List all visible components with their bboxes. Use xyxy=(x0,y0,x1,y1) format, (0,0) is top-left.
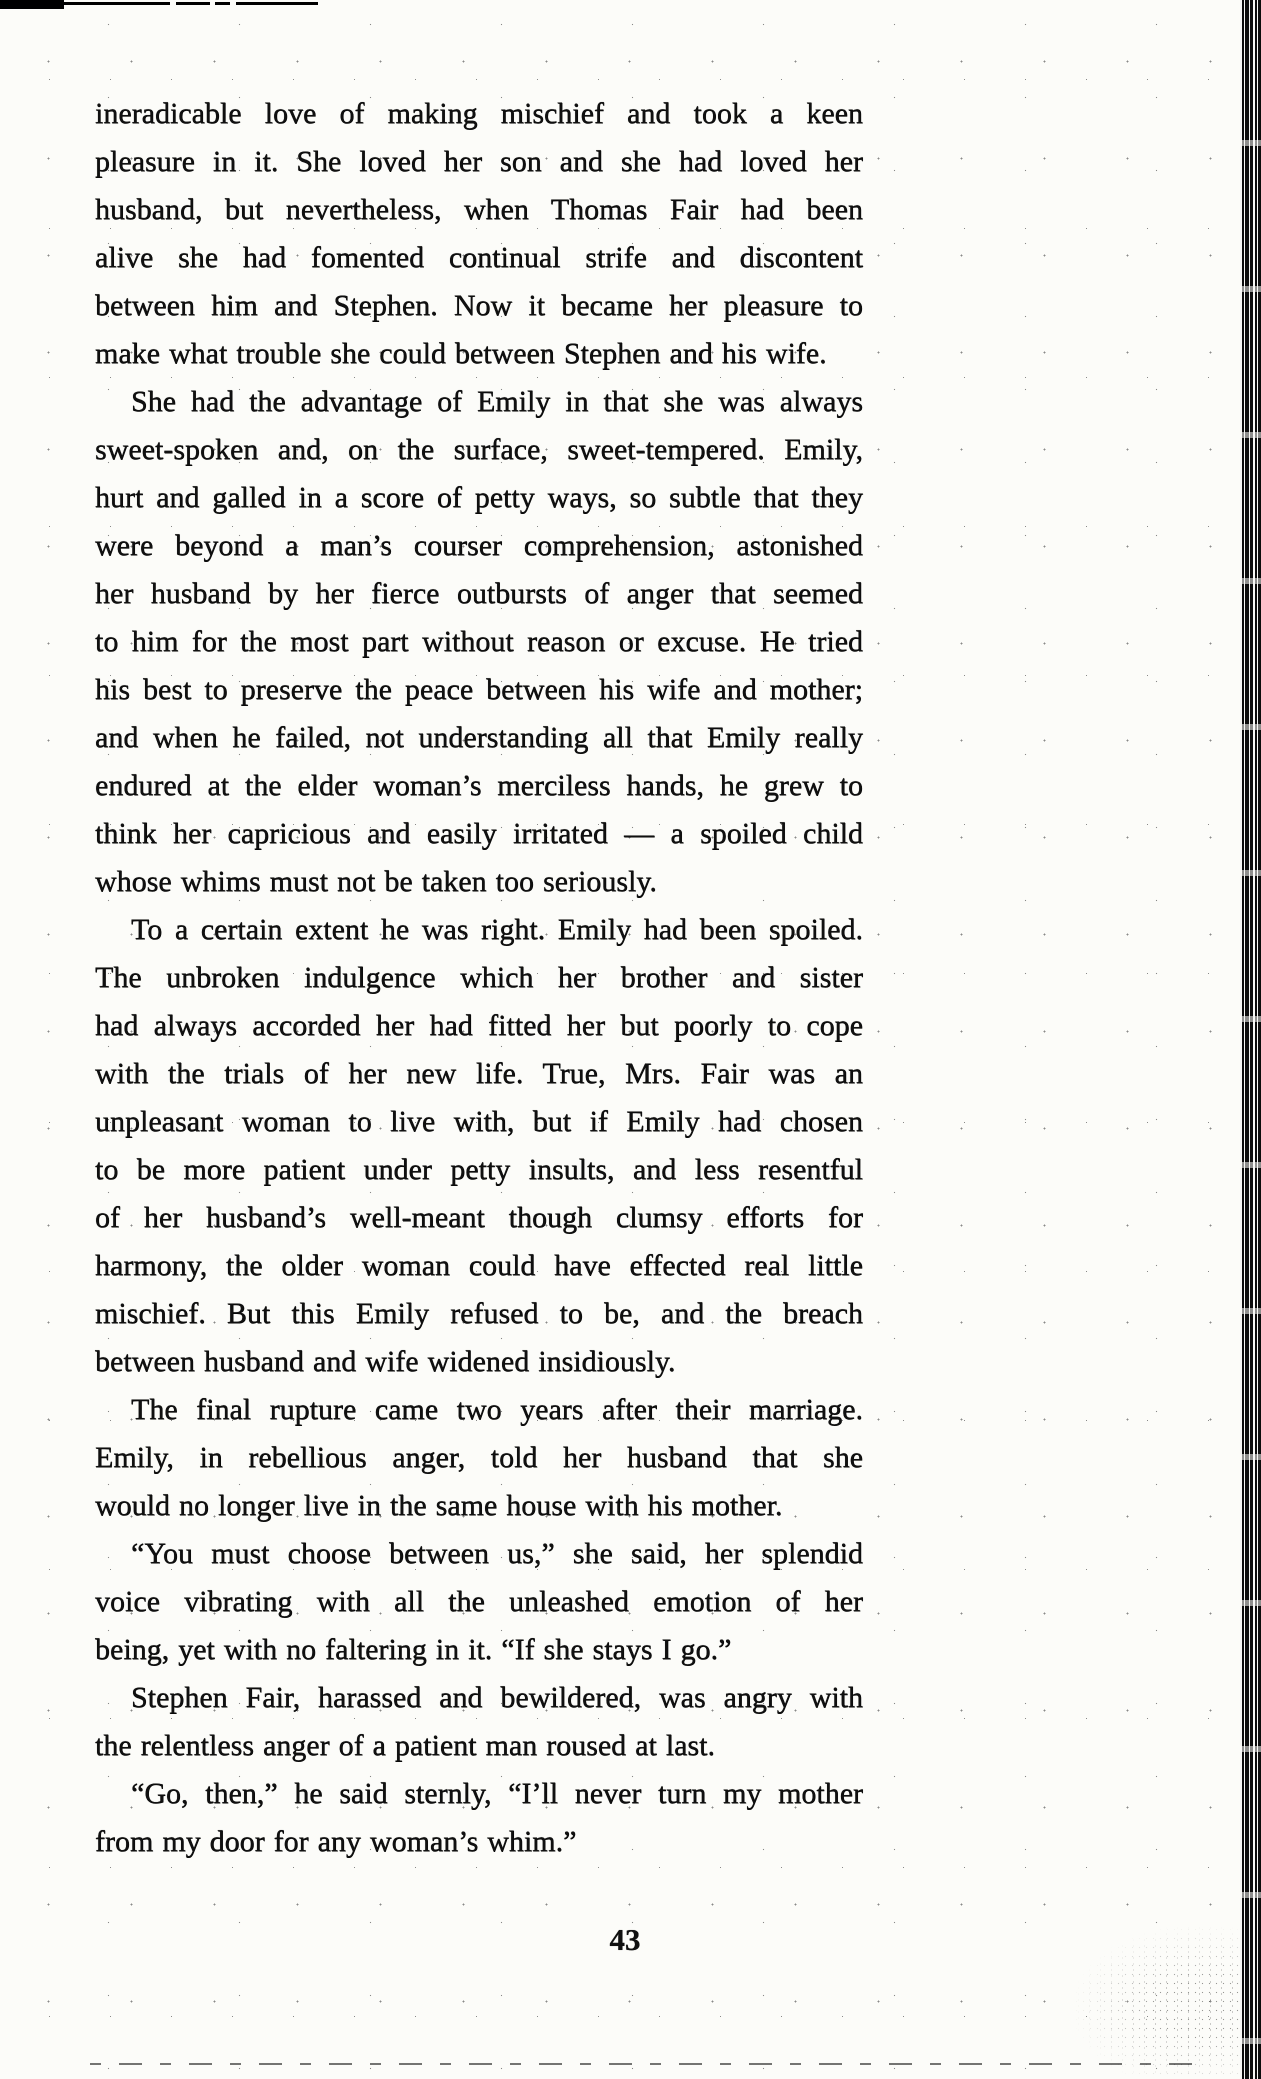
text-line: from my door for any woman’s whim.” xyxy=(95,1825,577,1858)
paragraph xyxy=(95,1530,863,1674)
text-line: “You must choose between us,” she said, her splendid xyxy=(131,1537,863,1570)
scan-top-edge-artifact xyxy=(0,0,330,12)
text-line: sweet-spoken and, on the surface, sweet-tempered. Emily, xyxy=(95,433,863,466)
text-line: voice vibrating with all the unleashed emotion of her xyxy=(95,1585,863,1618)
text-line: whose whims must not be taken too seriously. xyxy=(95,865,657,898)
text-line: between husband and wife widened insidiously. xyxy=(95,1345,676,1378)
page-number: 43 xyxy=(609,1922,641,1957)
text-line: alive she had fomented continual strife and discontent xyxy=(95,241,863,274)
text-line: To a certain extent he was right. Emily had been spoiled. xyxy=(131,913,863,946)
text-line: pleasure in it. She loved her son and she had loved her xyxy=(95,145,863,178)
text-line: his best to preserve the peace between his wife and mother; xyxy=(95,673,863,706)
text-line: unpleasant woman to live with, but if Emily had chosen xyxy=(95,1105,863,1138)
paragraph xyxy=(95,1674,863,1770)
text-line: the relentless anger of a patient man roused at last. xyxy=(95,1729,715,1762)
body-text xyxy=(95,90,863,1866)
text-line: endured at the elder woman’s merciless hands, he grew to xyxy=(95,769,863,802)
text-line: being, yet with no faltering in it. “If she stays I go.” xyxy=(95,1633,732,1666)
text-line: “Go, then,” he said sternly, “I’ll never turn my mother xyxy=(131,1777,863,1810)
text-line: were beyond a man’s courser comprehension, astonished xyxy=(95,529,863,562)
text-line: harmony, the older woman could have effected real little xyxy=(95,1249,863,1282)
scan-noise-artifact xyxy=(1073,1925,1243,2075)
text-line: think her capricious and easily irritated — a spoiled child xyxy=(95,817,863,850)
text-line: of her husband’s well-meant though clumsy efforts for xyxy=(95,1201,863,1234)
text-line: Stephen Fair, harassed and bewildered, was angry with xyxy=(131,1681,863,1714)
paragraph xyxy=(95,1386,863,1530)
text-line: with the trials of her new life. True, Mrs. Fair was an xyxy=(95,1057,863,1090)
text-line: had always accorded her had fitted her but poorly to cope xyxy=(95,1009,863,1042)
scan-binding-edge-artifact xyxy=(1240,0,1261,2079)
text-line: She had the advantage of Emily in that she was always xyxy=(131,385,863,418)
text-line: make what trouble she could between Stephen and his wife. xyxy=(95,337,827,370)
text-line: between him and Stephen. Now it became her pleasure to xyxy=(95,289,863,322)
text-line: husband, but nevertheless, when Thomas Fair had been xyxy=(95,193,863,226)
paragraph xyxy=(95,90,863,378)
text-line: would no longer live in the same house with his mother. xyxy=(95,1489,783,1522)
text-line: hurt and galled in a score of petty ways, so subtle that they xyxy=(95,481,863,514)
text-line: her husband by her fierce outbursts of anger that seemed xyxy=(95,577,863,610)
scan-bottom-edge-artifact xyxy=(90,2063,1206,2065)
text-line: to him for the most part without reason or excuse. He tried xyxy=(95,625,863,658)
text-line: mischief. But this Emily refused to be, and the breach xyxy=(95,1297,863,1330)
paragraph xyxy=(95,1770,863,1866)
paragraph xyxy=(95,906,863,1386)
text-line: and when he failed, not understanding all that Emily really xyxy=(95,721,863,754)
text-line: The unbroken indulgence which her brother and sister xyxy=(95,961,863,994)
text-line: ineradicable love of making mischief and took a keen xyxy=(95,97,863,130)
paragraph xyxy=(95,378,863,906)
text-line: Emily, in rebellious anger, told her husband that she xyxy=(95,1441,863,1474)
text-line: to be more patient under petty insults, and less resentful xyxy=(95,1153,863,1186)
text-line: The final rupture came two years after their marriage. xyxy=(131,1393,863,1426)
